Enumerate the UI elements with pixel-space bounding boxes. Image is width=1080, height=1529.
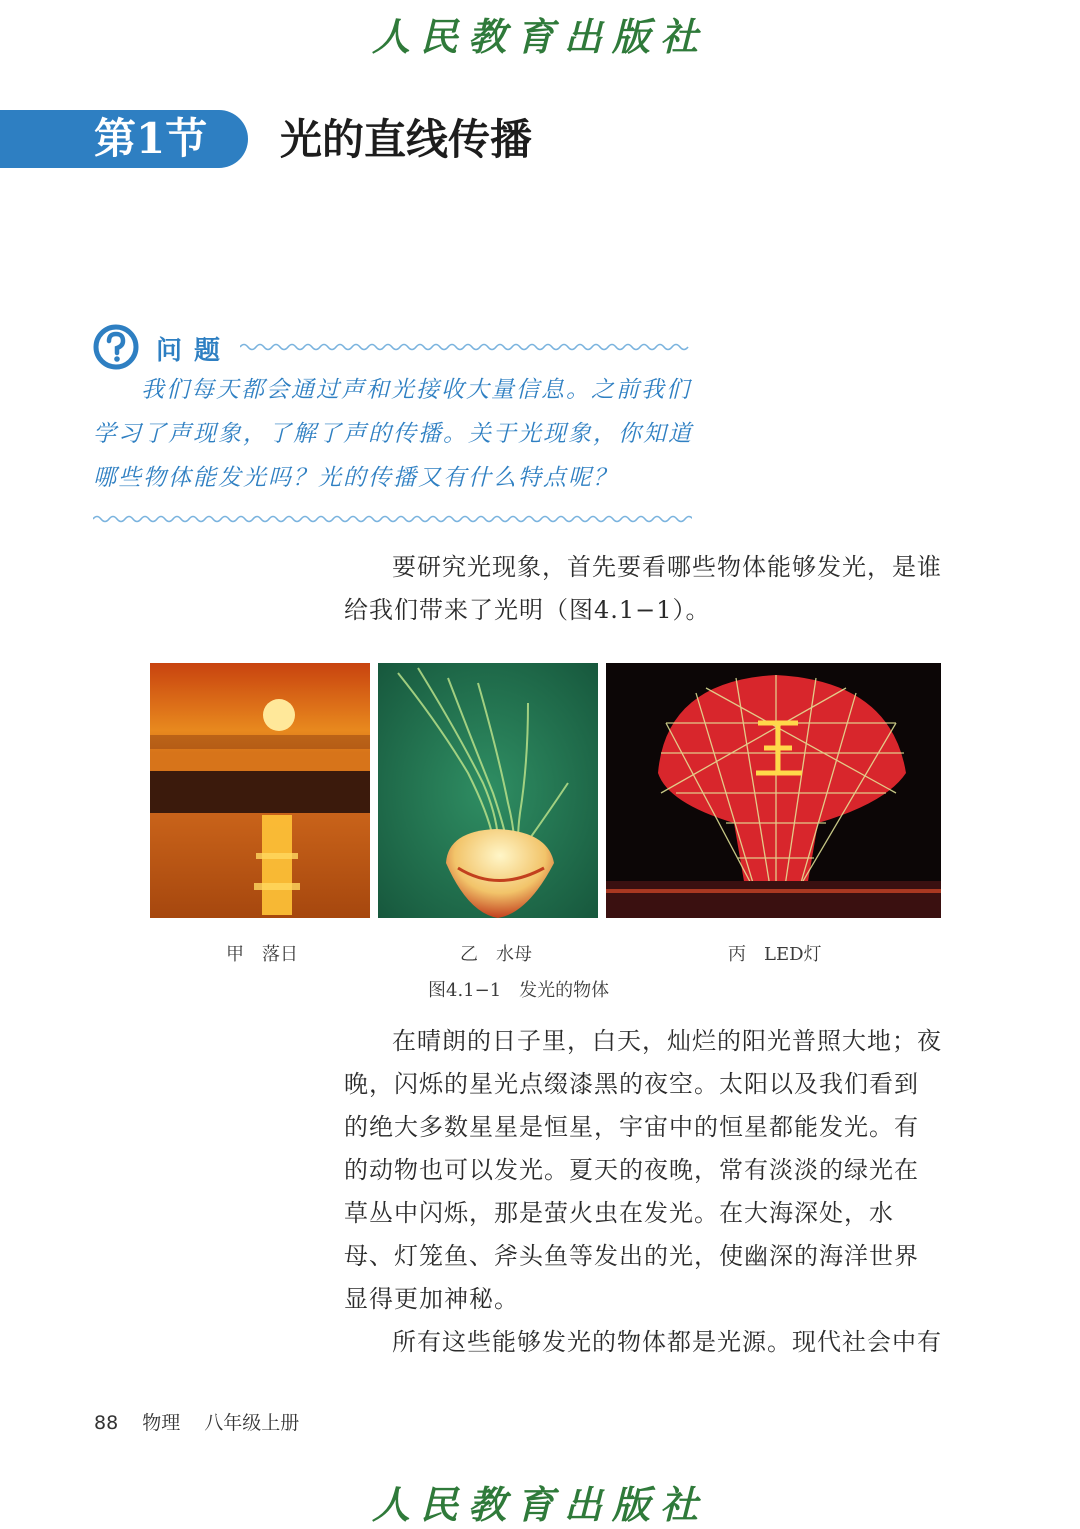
- panel-label-sunset: 甲 落日: [226, 944, 298, 965]
- panel-label-jellyfish: 乙 水母: [460, 944, 532, 965]
- footer-subject: 物理: [142, 1412, 181, 1434]
- publisher-watermark-top: 人民教育出版社: [371, 14, 708, 59]
- wavy-divider: [93, 512, 692, 526]
- section-title: 光的直线传播: [280, 115, 533, 164]
- panel-label-led: 丙 LED灯: [728, 944, 822, 965]
- question-icon: [93, 324, 139, 370]
- problem-label: 问题: [156, 336, 233, 366]
- wavy-divider: [240, 340, 692, 354]
- jellyfish-photo: [378, 663, 598, 918]
- led-light-photo: [606, 663, 941, 918]
- section-number-tab: 第1节: [0, 110, 248, 168]
- intro-paragraph: 要研究光现象，首先要看哪些物体能够发光，是谁给我们带来了光明（图4.1−1）。: [344, 553, 942, 624]
- problem-text: 我们每天都会通过声和光接收大量信息。之前我们学习了声现象，了解了声的传播。关于光现象，你知道哪些物体能发光吗？光的传播又有什么特点呢？: [93, 377, 693, 491]
- figure-caption: 图4.1−1 发光的物体: [428, 980, 610, 1001]
- body-paragraph: 所有这些能够发光的物体都是光源。现代社会中有: [392, 1328, 942, 1356]
- page-number: 88: [94, 1412, 119, 1434]
- body-text: [344, 1020, 942, 1364]
- footer-grade: 八年级上册: [204, 1412, 300, 1434]
- page-footer: [94, 1408, 317, 1435]
- sunset-photo: [150, 663, 370, 918]
- publisher-watermark-bottom: 人民教育出版社: [371, 1482, 708, 1527]
- body-paragraph: 在晴朗的日子里，白天，灿烂的阳光普照大地；夜晚，闪烁的星光点缀漆黑的夜空。太阳以及我们看到的绝大多数星星是恒星，宇宙中的恒星都能发光。有的动物也可以发光。夏天的夜晚，常有淡淡的绿光在草丛中闪烁，那是萤火虫在发光。在大海深处，水母、灯笼鱼、斧头鱼等发出的光，使幽深的海洋世界显得更加神秘。: [344, 1027, 942, 1313]
